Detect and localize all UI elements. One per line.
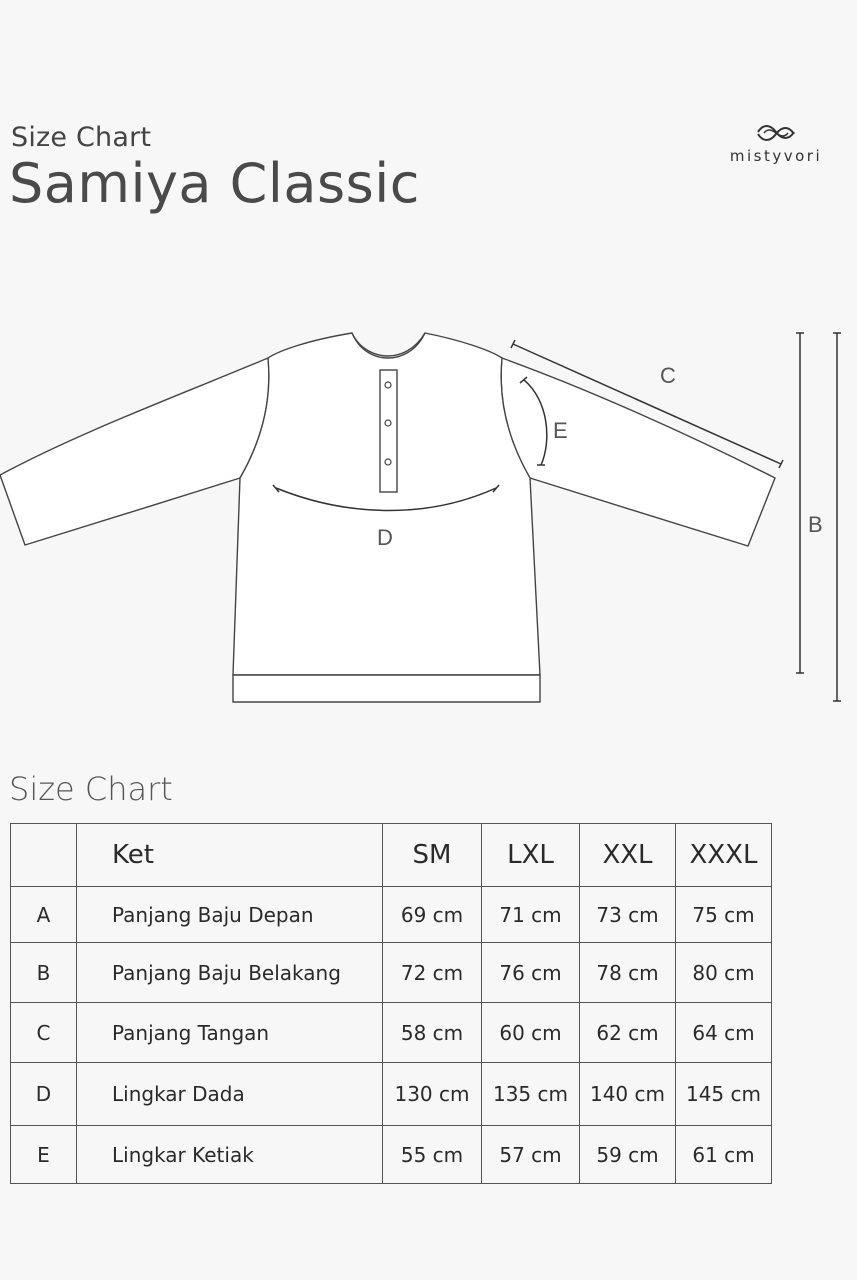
brand-logo	[716, 122, 836, 165]
row-code: D	[11, 1063, 77, 1126]
header-size-sm: SM	[383, 824, 482, 887]
cell-value: 140 cm	[580, 1063, 676, 1126]
cell-value: 135 cm	[482, 1063, 580, 1126]
cell-value: 61 cm	[676, 1126, 772, 1184]
label-b: B	[808, 512, 823, 537]
row-desc: Panjang Tangan	[77, 1003, 383, 1063]
row-code: B	[11, 943, 77, 1003]
header-size-lxl: LXL	[482, 824, 580, 887]
cell-value: 80 cm	[676, 943, 772, 1003]
cell-value: 76 cm	[482, 943, 580, 1003]
brand-name: mistyvori	[729, 147, 823, 165]
page-title: Samiya Classic	[9, 152, 420, 215]
header-size-xxxl: XXXL	[676, 824, 772, 887]
header-code	[11, 824, 77, 887]
label-d: D	[377, 525, 393, 550]
table-row	[11, 1063, 772, 1126]
cell-value: 71 cm	[482, 887, 580, 943]
header-size-xxl: XXL	[580, 824, 676, 887]
row-code: A	[11, 887, 77, 943]
row-desc: Panjang Baju Depan	[77, 887, 383, 943]
label-c: C	[660, 363, 676, 388]
table-row	[11, 887, 772, 943]
row-desc: Panjang Baju Belakang	[77, 943, 383, 1003]
cell-value: 78 cm	[580, 943, 676, 1003]
garment-diagram	[0, 310, 857, 730]
cell-value: 58 cm	[383, 1003, 482, 1063]
cell-value: 130 cm	[383, 1063, 482, 1126]
size-table	[10, 823, 772, 1184]
cell-value: 73 cm	[580, 887, 676, 943]
section-title: Size Chart	[9, 770, 173, 808]
button	[385, 382, 391, 388]
cell-value: 72 cm	[383, 943, 482, 1003]
button	[385, 420, 391, 426]
row-desc: Lingkar Ketiak	[77, 1126, 383, 1184]
cell-value: 62 cm	[580, 1003, 676, 1063]
cell-value: 69 cm	[383, 887, 482, 943]
row-code: C	[11, 1003, 77, 1063]
cell-value: 59 cm	[580, 1126, 676, 1184]
header-ket: Ket	[77, 824, 383, 887]
table-row	[11, 1003, 772, 1063]
left-sleeve	[0, 358, 269, 545]
table-header-row	[11, 824, 772, 887]
cell-value: 75 cm	[676, 887, 772, 943]
header-subtitle: Size Chart	[11, 122, 152, 153]
row-code: E	[11, 1126, 77, 1184]
cell-value: 60 cm	[482, 1003, 580, 1063]
table-row	[11, 943, 772, 1003]
cell-value: 55 cm	[383, 1126, 482, 1184]
cell-value: 57 cm	[482, 1126, 580, 1184]
row-desc: Lingkar Dada	[77, 1063, 383, 1126]
table-row	[11, 1126, 772, 1184]
button	[385, 459, 391, 465]
label-e: E	[553, 418, 568, 443]
cell-value: 145 cm	[676, 1063, 772, 1126]
right-sleeve	[501, 358, 775, 546]
cell-value: 64 cm	[676, 1003, 772, 1063]
wave-knot-logo-icon	[755, 122, 797, 144]
shirt-hem	[233, 675, 540, 702]
